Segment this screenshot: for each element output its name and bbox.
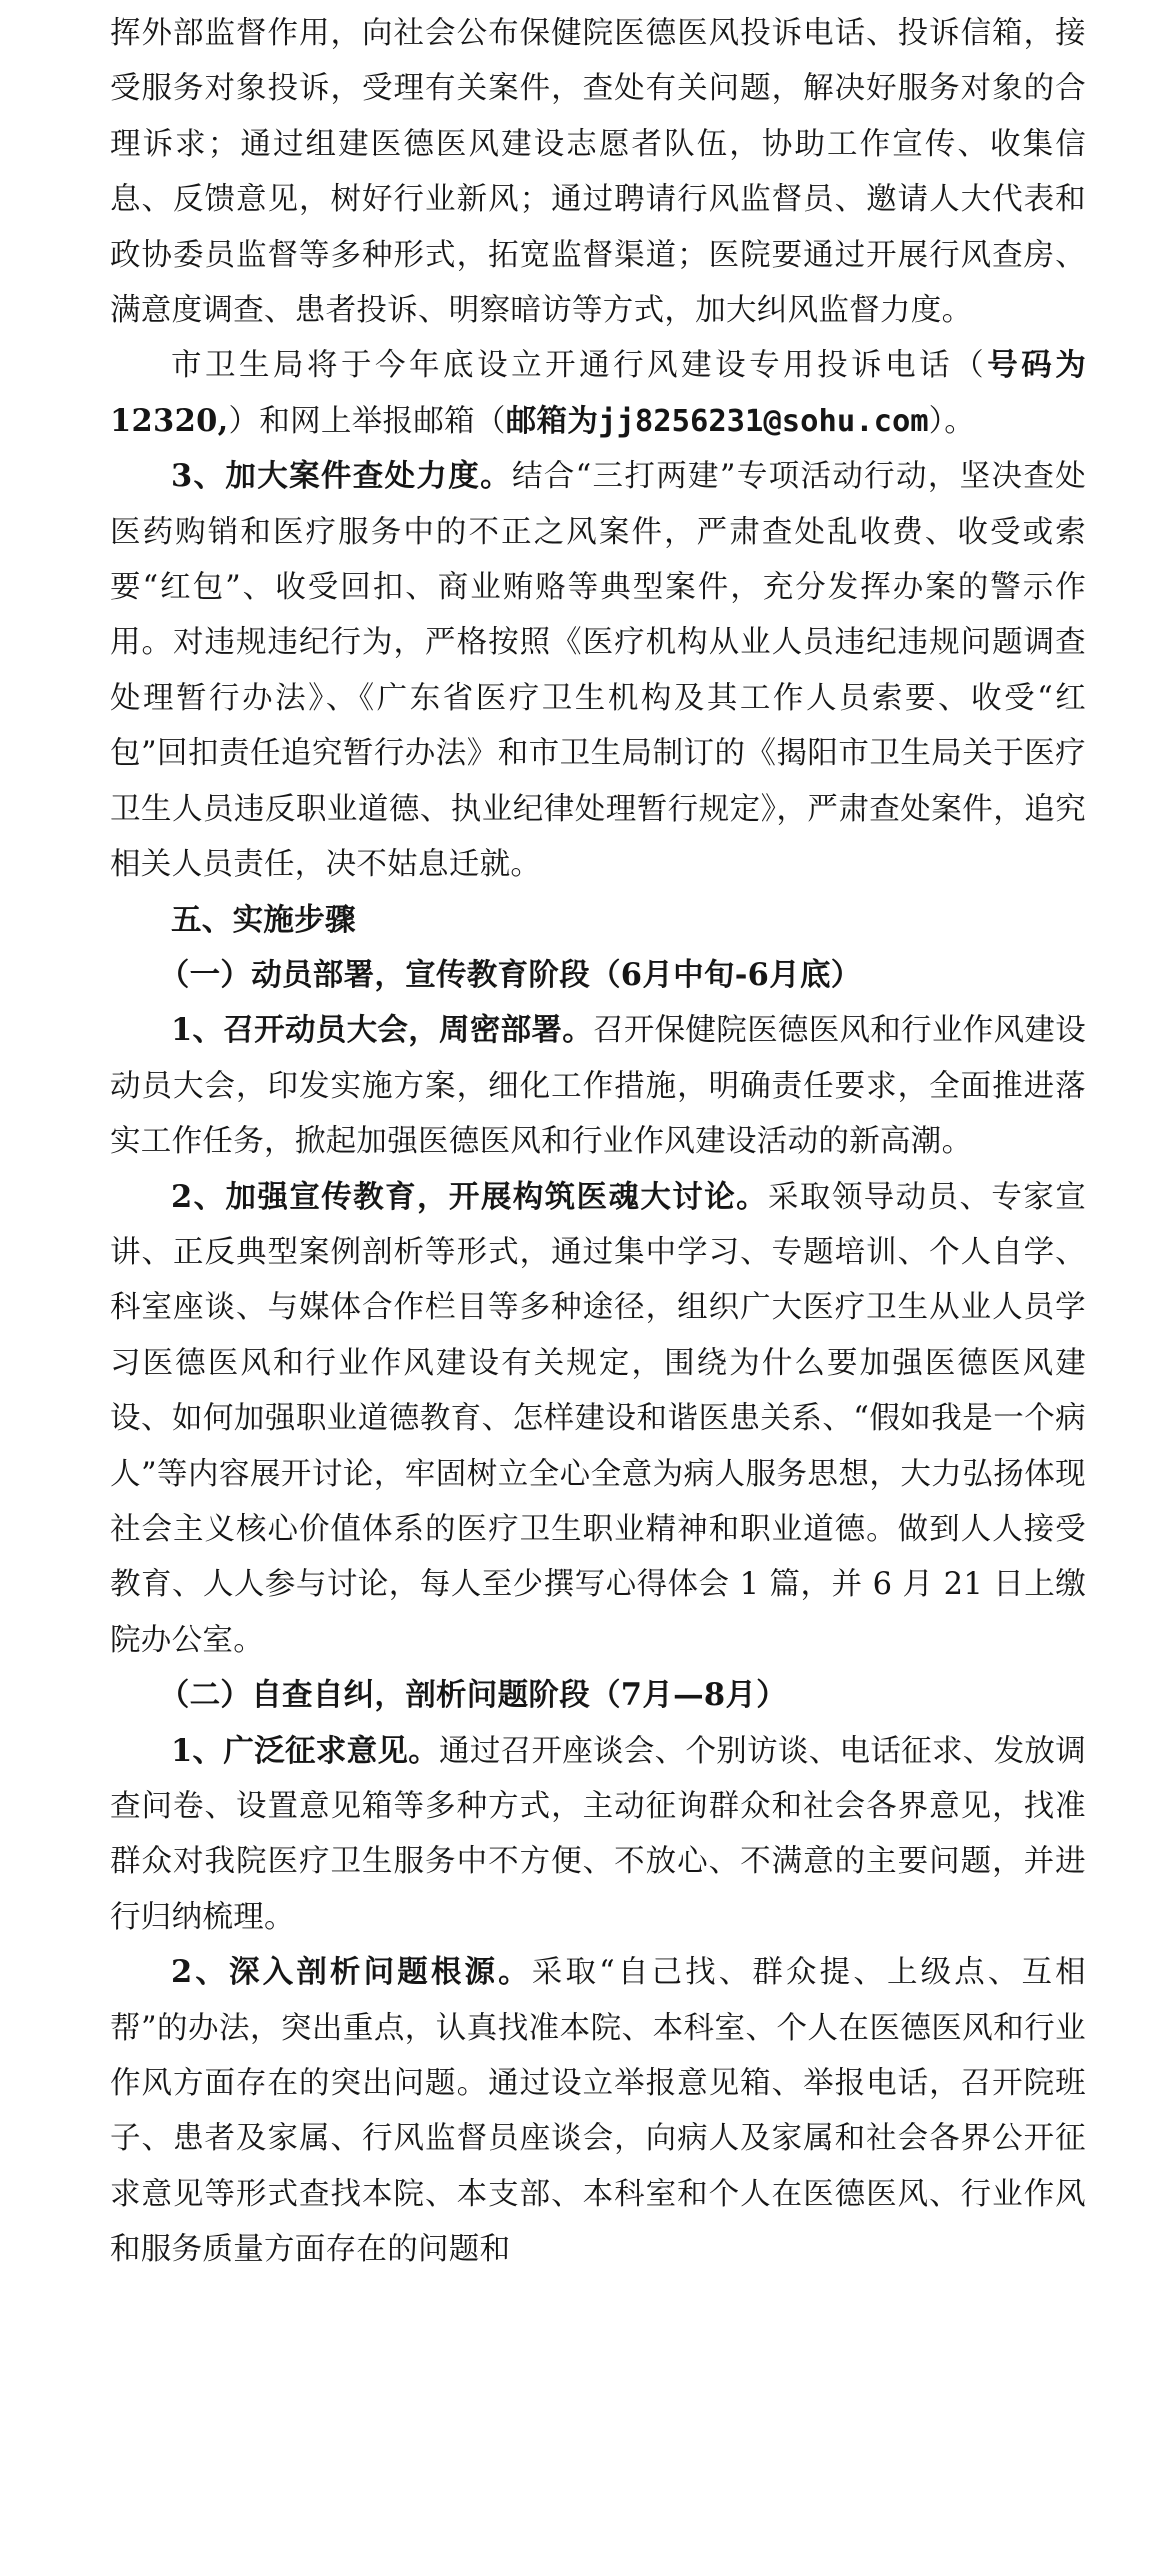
email-label: 邮箱为 [505,402,599,439]
item-3-heading: 3、加大案件查处力度。 [171,458,512,495]
item-3-body: 结合“三打两建”专项活动行动，坚决查处医药购销和医疗服务中的不正之风案件，严肃查处乱收费、收受或索要“红包”、收受回扣、商业贿赂等典型案件，充分发挥办案的警示作用。对违规违纪行为，严格按照《医疗机构从业人员违纪违规问题调查处理暂行办法》、《广东省医疗卫生机构及其工作人员索要、收受“红包”回扣责任追究暂行办法》和市卫生局制订的《揭阳市卫生局关于医疗卫生人员违反职业道德、执业纪律处理暂行规定》，严肃查处案件，追究相关人员责任，决不姑息迁就。 [110,459,1086,883]
stage-1-item-1-heading: 1、召开动员大会，周密部署。 [171,1012,594,1049]
paragraph-mobilization-meeting [110,1003,1086,1169]
paragraph-publicity-education [110,1170,1086,1669]
stage-1-item-2-body: 采取领导动员、专家宣讲、正反典型案例剖析等形式，通过集中学习、专题培训、个人自学、科室座谈、与媒体合作栏目等多种途径，组织广大医疗卫生从业人员学习医德医风和行业作风建设有关规定，围绕为什么要加强医德医风建设、如何加强职业道德教育、怎样建设和谐医患关系、“假如我是一个病人”等内容展开讨论，牢固树立全心全意为病人服务思想，大力弘扬体现社会主义核心价值体系的医疗卫生职业精神和职业道德。做到人人接受教育、人人参与讨论，每人至少撰写心得体会 1 篇，并 6 月 21 日上缴院办公室。 [110,1179,1087,1658]
paragraph-case-investigation [110,449,1086,892]
hotline-mid: ）和网上举报邮箱（ [228,403,506,439]
paragraph-supervision: 挥外部监督作用，向社会公布保健院医德医风投诉电话、投诉信箱，接受服务对象投诉，受理有关案件，查处有关问题，解决好服务对象的合理诉求；通过组建医德医风建设志愿者队伍，协助工作宣传、收集信息、反馈意见，树好行业新风；通过聘请行风监督员、邀请人大代表和政协委员监督等多种形式，拓宽监督渠道；医院要通过开展行风查房、满意度调查、患者投诉、明察暗访等方式，加大纠风监督力度。 [110,16,1086,329]
hotline-end: ）。 [928,403,976,439]
paragraph-solicit-opinions [110,1724,1086,1946]
hotline-intro: 市卫生局将于今年底设立开通行风建设专用投诉电话（ [171,348,988,384]
stage-2-item-2-body: 采取“自己找、群众提、上级点、互相帮”的办法，突出重点，认真找准本院、本科室、个人在医德医风和行业作风方面存在的突出问题。通过设立举报意见箱、举报电话，召开院班子、患者及家属、行风监督员座谈会，向病人及家属和社会各界公开征求意见等形式查找本院、本支部、本科室和个人在医德医风、行业作风和服务质量方面存在的问题和 [110,1955,1086,2268]
stage-1-item-2-heading: 2、加强宣传教育，开展构筑医魂大讨论。 [171,1178,769,1215]
paragraph-complaint-hotline [110,338,1086,449]
stage-2-item-2-heading: 2、深入剖析问题根源。 [171,1954,532,1991]
email-address: jj8256231@sohu.com [598,403,929,439]
stage-2-item-1-heading: 1、广泛征求意见。 [171,1732,440,1769]
stage-1-heading: （一）动员部署，宣传教育阶段（6月中旬-6月底） [158,956,862,993]
paragraph-root-cause-analysis [110,1945,1086,2277]
stage-2-item-1-body: 通过召开座谈会、个别访谈、电话征求、发放调查问卷、设置意见箱等多种方式，主动征询群众和社会各界意见，找准群众对我院医疗卫生服务中不方便、不放心、不满意的主要问题，并进行归纳梳理。 [110,1733,1086,1935]
section-heading-implementation-steps: 五、实施步骤 [171,901,356,938]
stage-2-heading: （二）自查自纠，剖析问题阶段（7月—8月） [158,1677,788,1714]
stage-1-item-1-body: 召开保健院医德医风和行业作风建设动员大会，印发实施方案，细化工作措施，明确责任要求，全面推进落实工作任务，掀起加强医德医风和行业作风建设活动的新高潮。 [110,1013,1086,1160]
hotline-number: 号码为 12320, [110,347,1087,439]
